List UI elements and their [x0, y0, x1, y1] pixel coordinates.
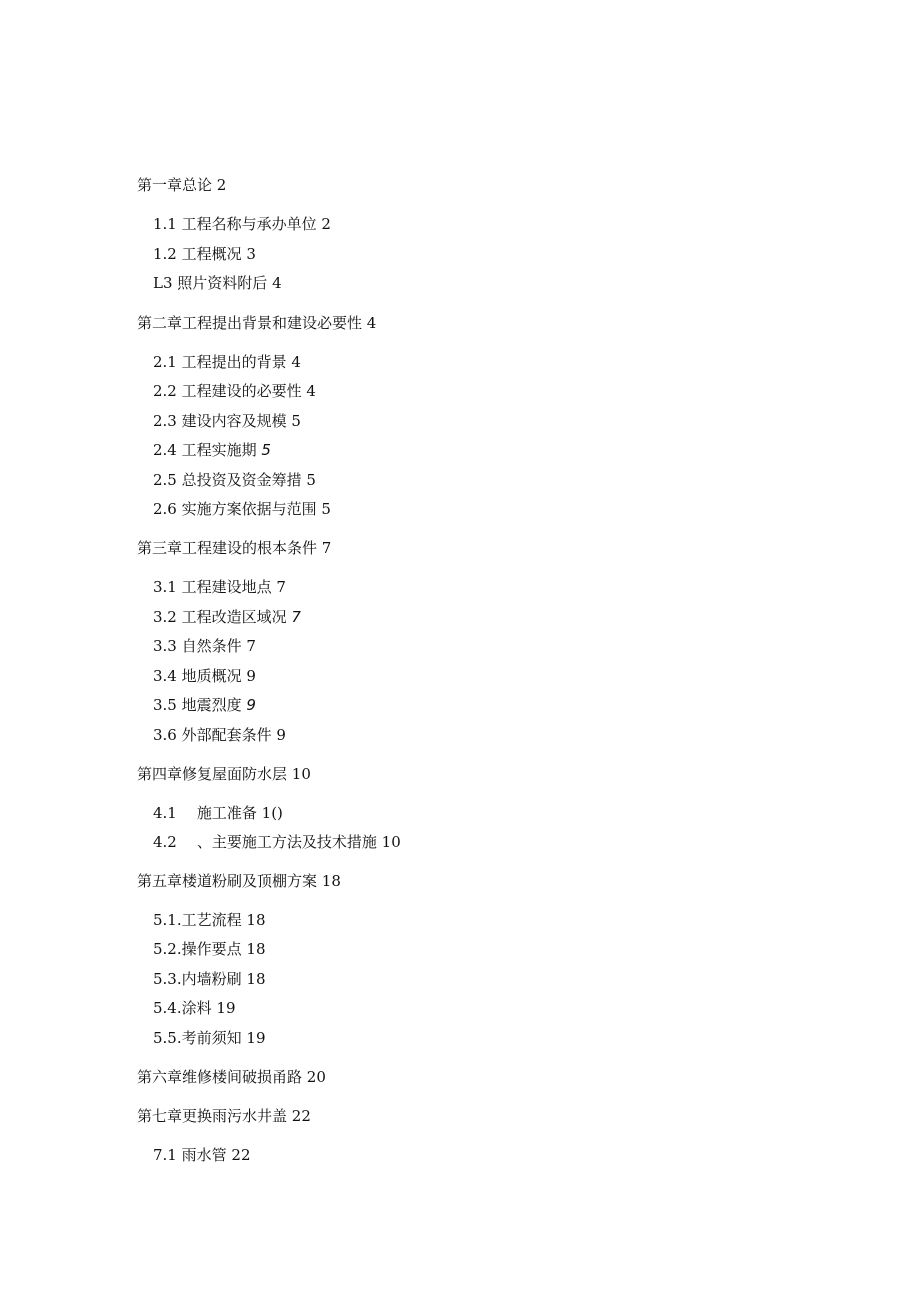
toc-section[interactable]: [153, 244, 256, 264]
toc-page-number: 7: [321, 539, 332, 557]
toc-page-number: 5: [261, 441, 271, 459]
toc-entry-text: 7.1 雨水管: [153, 1146, 227, 1164]
toc-entry-text: 施工准备: [196, 804, 257, 822]
toc-page-number: 4: [366, 314, 377, 332]
toc-section[interactable]: [153, 381, 316, 401]
toc-section[interactable]: [153, 1145, 251, 1165]
toc-entry-text: L3 照片资料附后: [153, 274, 268, 292]
toc-section[interactable]: [153, 910, 266, 930]
toc-page-number: 18: [246, 911, 266, 929]
toc-entry-text: 5.5.考前须知: [153, 1029, 242, 1047]
toc-entry-text: 第七章更换雨污水井盖: [137, 1107, 288, 1125]
toc-entry-text: 第五章楼道粉刷及顶棚方案: [137, 872, 318, 890]
toc-section[interactable]: [153, 273, 282, 293]
toc-page-number: 7: [291, 608, 301, 626]
toc-entry-text: 1.1 工程名称与承办单位: [153, 215, 317, 233]
toc-entry-text: 2.1 工程提出的背景: [153, 353, 287, 371]
toc-page-number: 4: [291, 353, 301, 371]
toc-page-number: 5: [291, 412, 301, 430]
toc-entry-text: 2.2 工程建设的必要性: [153, 382, 302, 400]
toc-section[interactable]: [153, 499, 331, 519]
toc-entry-text: 3.2 工程改造区域况: [153, 608, 287, 626]
toc-entry-text: 5.3.内墙粉刷: [153, 970, 242, 988]
toc-entry-text: 第六章维修楼间破损甬路: [137, 1068, 303, 1086]
toc-entry-text: 5.4.涂料: [153, 999, 212, 1017]
toc-entry-text: 3.1 工程建设地点: [153, 578, 272, 596]
toc-section[interactable]: [153, 998, 236, 1018]
toc-page-number: 5: [321, 500, 331, 518]
toc-section[interactable]: [153, 666, 256, 686]
toc-page-number: 18: [321, 872, 341, 890]
toc-entry-text: 2.6 实施方案依据与范围: [153, 500, 317, 518]
toc-entry-text: 3.5 地震烈度: [153, 696, 242, 714]
toc-page-number: 19: [246, 1029, 266, 1047]
toc-page-number: 10: [291, 765, 311, 783]
toc-entry-text: 第一章总论: [137, 176, 213, 194]
toc-entry-text: 2.4 工程实施期: [153, 441, 257, 459]
toc-entry-text: 2.5 总投资及资金筹措: [153, 471, 302, 489]
toc-section[interactable]: [153, 636, 256, 656]
toc-chapter[interactable]: [137, 538, 331, 558]
toc-chapter[interactable]: [137, 1106, 311, 1126]
toc-page-number: 2: [321, 215, 331, 233]
toc-section[interactable]: [153, 214, 331, 234]
toc-page-number: 19: [216, 999, 236, 1017]
toc-entry-text: 第四章修复屋面防水层: [137, 765, 288, 783]
toc-entry-text: 3.3 自然条件: [153, 637, 242, 655]
toc-entry-text: 1.2 工程概况: [153, 245, 242, 263]
toc-entry-text: 第三章工程建设的根本条件: [137, 539, 318, 557]
toc-page-number: 1(): [261, 804, 283, 822]
toc-section[interactable]: [153, 411, 301, 431]
toc-entry-text: 3.4 地质概况: [153, 667, 242, 685]
toc-section[interactable]: [153, 352, 301, 372]
toc-entry-number: 4.1: [153, 804, 177, 822]
toc-section[interactable]: [153, 832, 401, 852]
toc-entry-text: 3.6 外部配套条件: [153, 726, 272, 744]
toc-page-number: 9: [246, 667, 256, 685]
toc-page-number: 7: [276, 578, 286, 596]
toc-section[interactable]: [153, 803, 283, 823]
toc-section[interactable]: [153, 695, 256, 715]
toc-entry-number: 4.2: [153, 833, 177, 851]
toc-entry-text: 2.3 建设内容及规模: [153, 412, 287, 430]
toc-page-number: 4: [272, 274, 282, 292]
toc-page-number: 9: [276, 726, 286, 744]
toc-chapter[interactable]: [137, 1067, 326, 1087]
toc-page-number: 18: [246, 940, 266, 958]
toc-section[interactable]: [153, 577, 286, 597]
toc-page-number: 18: [246, 970, 266, 988]
toc-page-number: 5: [306, 471, 316, 489]
toc-section[interactable]: [153, 1028, 266, 1048]
toc-page-number: 20: [306, 1068, 326, 1086]
toc-entry-text: 5.1.工艺流程: [153, 911, 242, 929]
toc-section[interactable]: [153, 725, 286, 745]
toc-entry-text: 5.2.操作要点: [153, 940, 242, 958]
toc-section[interactable]: [153, 470, 316, 490]
toc-chapter[interactable]: [137, 871, 341, 891]
toc-page-number: 2: [216, 176, 227, 194]
toc-chapter[interactable]: [137, 764, 311, 784]
toc-entry-text: 、主要施工方法及技术措施: [196, 833, 377, 851]
toc-entry-text: 第二章工程提出背景和建设必要性: [137, 314, 363, 332]
toc-chapter[interactable]: [137, 313, 376, 333]
toc-page-number: 7: [246, 637, 256, 655]
toc-section[interactable]: [153, 440, 271, 460]
toc-page-number: 10: [381, 833, 401, 851]
toc-section[interactable]: [153, 607, 301, 627]
toc-section[interactable]: [153, 969, 266, 989]
toc-page-number: 9: [246, 696, 256, 714]
toc-page-number: 22: [231, 1146, 251, 1164]
toc-page-number: 4: [306, 382, 316, 400]
toc-page-number: 3: [246, 245, 256, 263]
toc-section[interactable]: [153, 939, 266, 959]
toc-chapter[interactable]: [137, 175, 226, 195]
toc-page-number: 22: [291, 1107, 311, 1125]
